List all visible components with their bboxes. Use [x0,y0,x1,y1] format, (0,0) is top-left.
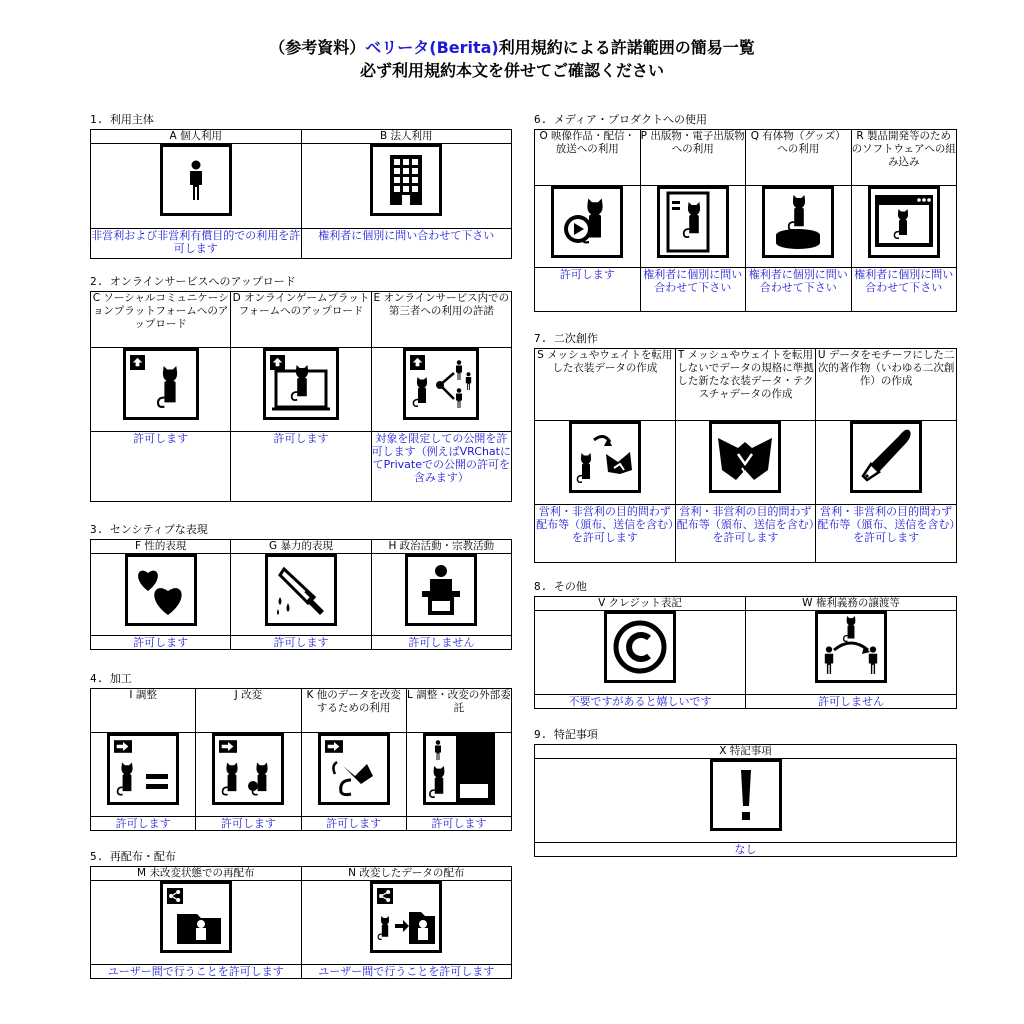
copyright-icon [604,611,676,683]
section-other [534,580,957,709]
item-label: S メッシュやウェイトを転用した衣装データの作成 [535,349,676,421]
status-text: 許可します [196,817,301,831]
status-text: 許可します [91,636,231,650]
item-label: T メッシュやウェイトを転用しないでデータの規格に準拠した新たな衣装データ・テクスチャデータの作成 [675,349,816,421]
share-users-icon [403,348,479,420]
title-brand: ベリータ(Berita) [365,38,499,57]
building-icon [370,144,442,216]
item-label: I 調整 [91,689,196,733]
section-heading: 3. センシティブな表現 [90,523,208,536]
item-label: P 出版物・電子出版物への利用 [640,130,746,186]
section-special-notes [534,728,957,857]
status-text: ユーザー間で行うことを許可します [301,965,512,979]
permission-table [534,744,957,857]
page-subtitle: 必ず利用規約本文を併せてご確認ください [359,61,664,80]
section-heading: 6. メディア・プロダクトへの使用 [534,113,707,126]
status-text: 権利者に個別に問い合わせて下さい [301,229,512,259]
status-text: 営利・非営利の目的問わず配布等（頒布、送信を含む）を許可します [816,505,957,563]
status-text: 許可します [301,817,406,831]
item-label: V クレジット表記 [535,597,746,611]
item-label: K 他のデータを改変するための利用 [301,689,406,733]
item-label: U データをモチーフにした二次的著作物（いわゆる二次創作）の作成 [816,349,957,421]
status-text: 許可します [231,432,371,502]
status-text: 許可します [406,817,511,831]
hearts-icon [125,554,197,626]
permission-table [90,129,512,259]
section-media-products [534,113,957,312]
reuse-icon [318,733,390,805]
item-label: J 改変 [196,689,301,733]
item-label: W 権利義務の譲渡等 [746,597,957,611]
title-suffix: 利用規約による許諾範囲の簡易一覧 [498,38,755,57]
page-title [0,37,1024,59]
item-label: B 法人利用 [301,130,512,144]
upload-game-icon [263,348,339,420]
item-label: Q 有体物（グッズ）への利用 [746,130,852,186]
status-text: 営利・非営利の目的問わず配布等（頒布、送信を含む）を許可します [675,505,816,563]
goods-icon [762,186,834,258]
status-text: なし [535,843,957,857]
item-label: A 個人利用 [91,130,302,144]
exclamation-icon [710,759,782,831]
permission-table [90,866,512,979]
status-text: 許可しません [746,695,957,709]
permission-table [90,291,512,502]
status-text: 営利・非営利の目的問わず配布等（頒布、送信を含む）を許可します [535,505,676,563]
item-label: C ソーシャルコミュニケーションプラットフォームへのアップロード [91,292,231,348]
person-icon [160,144,232,216]
item-label: G 暴力的表現 [231,540,371,554]
status-text: 非営利および非営利有償目的での利用を許可します [91,229,302,259]
costume-icon [709,421,781,493]
status-text: 不要ですがあると嬉しいです [535,695,746,709]
permission-table [534,348,957,563]
section-processing [90,672,512,831]
upload-avatar-icon [123,348,199,420]
status-text: 権利者に個別に問い合わせて下さい [640,268,746,312]
section-redistribution [90,850,512,979]
title-prefix: （参考資料） [269,38,366,57]
adjust-icon [107,733,179,805]
item-label: N 改変したデータの配布 [301,867,512,881]
permission-table [534,129,957,312]
publication-icon [657,186,729,258]
section-online-upload [90,275,512,502]
section-derivative [534,332,957,563]
software-icon [868,186,940,258]
transfer-rights-icon [815,611,887,683]
section-heading: 1. 利用主体 [90,113,154,126]
status-text: 許可します [91,817,196,831]
status-text: 許可します [231,636,371,650]
permission-table [534,596,957,709]
section-heading: 2. オンラインサービスへのアップロード [90,275,296,288]
section-heading: 4. 加工 [90,672,132,685]
status-text: ユーザー間で行うことを許可します [91,965,302,979]
item-label: R 製品開発等のためのソフトウェアへの組み込み [851,130,957,186]
outsource-icon [423,733,495,805]
permission-table [90,539,512,650]
status-text: 権利者に個別に問い合わせて下さい [851,268,957,312]
item-label: X 特記事項 [535,745,957,759]
item-label: O 映像作品・配信・放送への利用 [535,130,641,186]
modify-icon [212,733,284,805]
podium-icon [405,554,477,626]
permission-table [90,688,512,831]
status-text: 対象を限定しての公開を許可します（例えばVRChatにてPrivateでの公開の許可を含みます） [371,432,511,502]
status-text: 許可します [535,268,641,312]
section-heading: 7. 二次創作 [534,332,598,345]
distribute-modified-icon [370,881,442,953]
section-heading: 5. 再配布・配布 [90,850,176,863]
item-label: D オンラインゲームプラットフォームへのアップロード [231,292,371,348]
video-icon [551,186,623,258]
section-heading: 8. その他 [534,580,587,593]
pen-icon [850,421,922,493]
section-sensitive [90,523,512,650]
item-label: L 調整・改変の外部委託 [406,689,511,733]
redistribute-icon [160,881,232,953]
item-label: F 性的表現 [91,540,231,554]
costume-transfer-icon [569,421,641,493]
item-label: H 政治活動・宗教活動 [371,540,511,554]
item-label: M 未改変状態での再配布 [91,867,302,881]
knife-icon [265,554,337,626]
section-heading: 9. 特記事項 [534,728,598,741]
status-text: 許可します [91,432,231,502]
status-text: 権利者に個別に問い合わせて下さい [746,268,852,312]
status-text: 許可しません [371,636,511,650]
section-usage-subject [90,113,512,259]
item-label: E オンラインサービス内での第三者への利用の許諾 [371,292,511,348]
